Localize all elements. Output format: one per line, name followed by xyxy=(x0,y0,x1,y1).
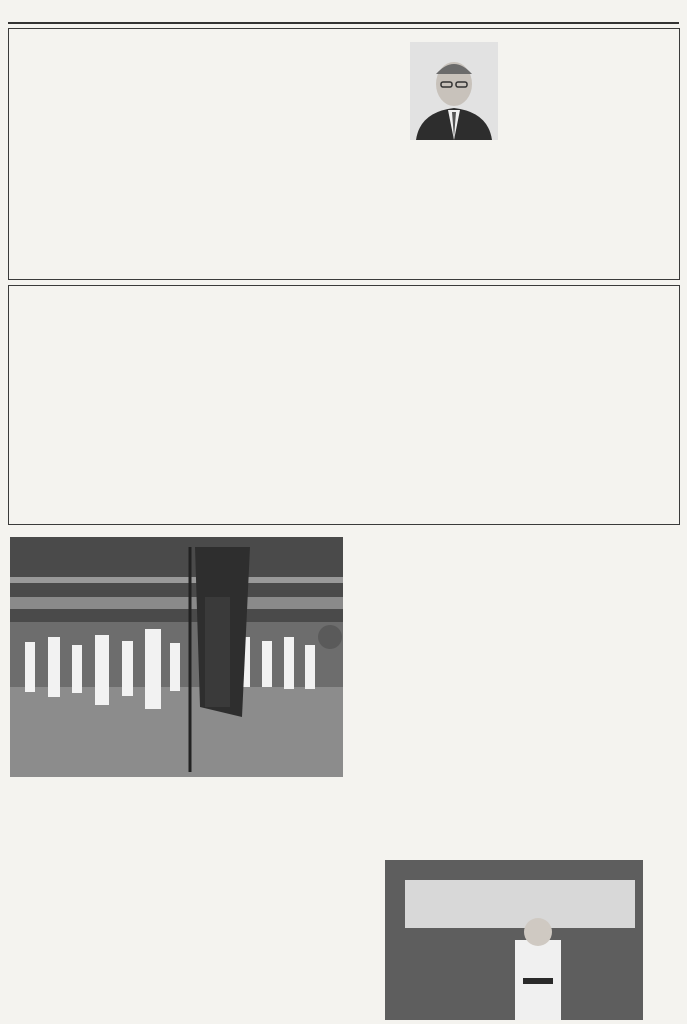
event-photo xyxy=(10,537,343,777)
article2-author xyxy=(652,955,678,1023)
article2-style xyxy=(655,835,677,945)
article-body-top xyxy=(14,34,515,272)
byline-author xyxy=(522,190,548,276)
article-body-bottom xyxy=(14,292,674,518)
article2-title xyxy=(648,536,682,798)
byline-role xyxy=(553,115,573,275)
byline-organization xyxy=(575,95,595,275)
lecture-banner xyxy=(395,882,625,912)
article-title xyxy=(606,38,646,274)
article2-body-middle xyxy=(350,537,644,773)
header-rule xyxy=(8,22,679,24)
masthead xyxy=(0,0,687,22)
